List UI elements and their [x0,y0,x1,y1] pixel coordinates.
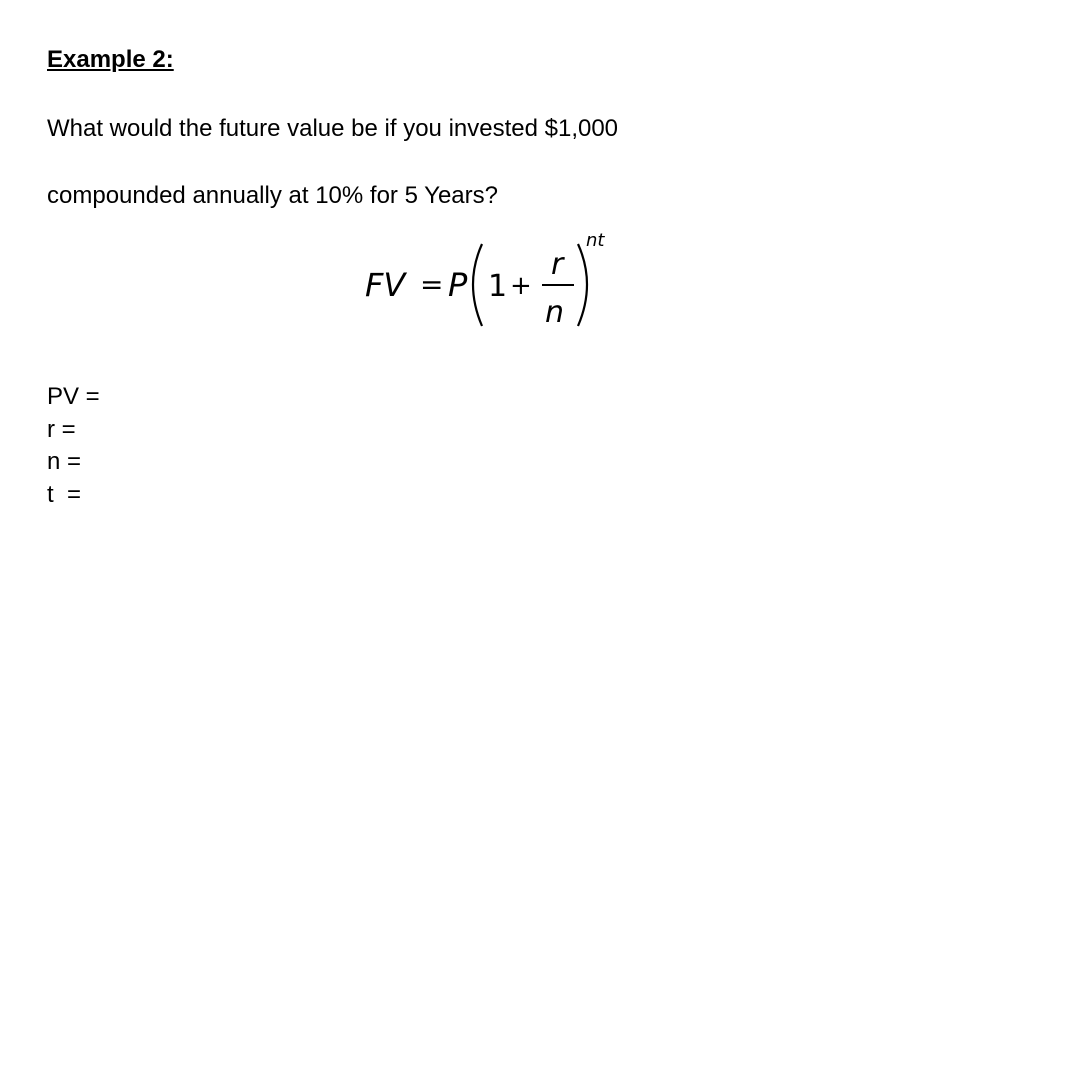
variable-list [47,381,100,511]
formula-numerator: r [551,247,564,282]
formula-svg [360,226,630,346]
variable-r: r = [47,415,76,443]
formula-left-paren [473,244,482,326]
variable-pv: PV = [47,383,100,410]
example-heading: Example 2: [47,46,174,73]
question-line-1: What would the future value be if you invested $1,000 [47,115,619,142]
future-value-formula [360,226,630,346]
formula-principal: P [448,266,468,304]
formula-denominator: n [545,295,565,330]
variable-n: n = [47,448,82,475]
question-line-2: compounded annually at 10% for 5 Years? [47,182,498,209]
formula-fv: FV [365,266,406,304]
formula-right-paren [578,244,587,326]
formula-exponent: nt [586,230,605,251]
formula-one: 1 [488,269,508,304]
variable-t: t = [47,480,82,508]
formula-plus: + [510,271,532,301]
formula-equals: = [420,268,444,301]
